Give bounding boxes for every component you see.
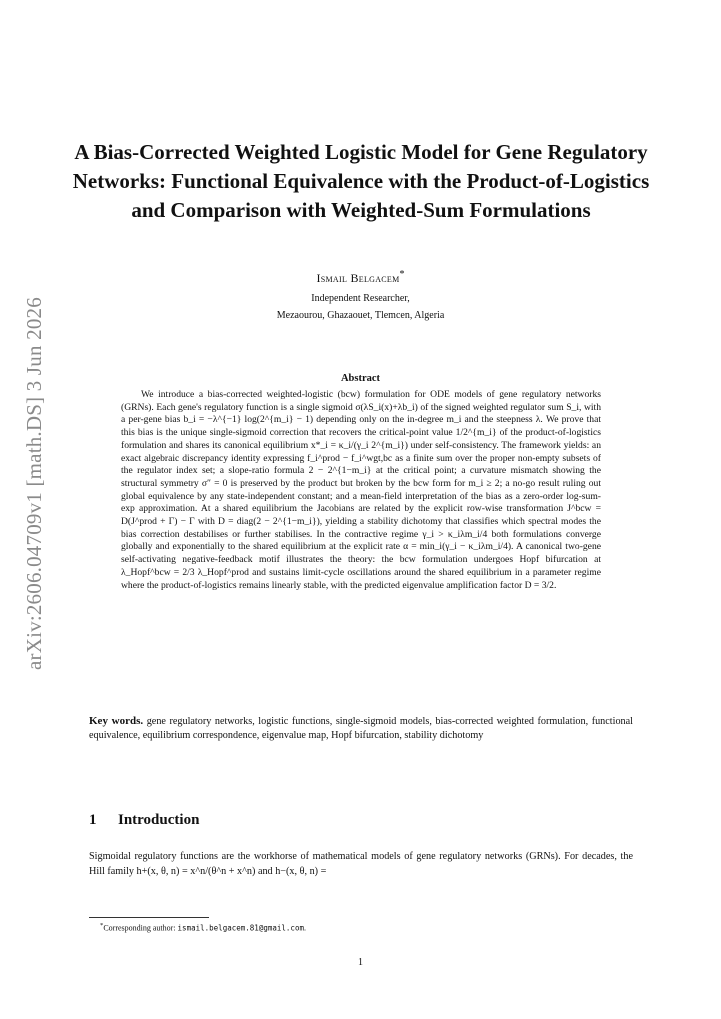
page-number: 1	[358, 957, 363, 968]
keywords-label: Key words.	[89, 715, 144, 727]
author-name	[0, 268, 721, 285]
affiliation-line-1: Independent Researcher,	[311, 293, 410, 304]
keywords-text: gene regulatory networks, logistic functions, single-sigmoid models, bias-corrected weighted formulation, functional equivalence, equilibrium correspondence, eigenvalue map, Hopf bifurcation, stability dichotomy	[89, 716, 634, 741]
affiliation-line-2: Mezaourou, Ghazaouet, Tlemcen, Algeria	[276, 310, 445, 321]
footnote-text: Corresponding author:	[103, 923, 176, 933]
footnote: *Corresponding author: ismail.belgacem.81@gmail.com.	[100, 922, 306, 933]
arxiv-identifier-stamp: arXiv:2606.04709v1 [math.DS] 3 Jun 2026	[22, 297, 46, 670]
footnote-rule	[89, 917, 209, 918]
footnote-mark: *	[100, 922, 104, 929]
author-email-link[interactable]: ismail.belgacem.81@gmail.com	[177, 923, 304, 933]
section-number: 1	[89, 812, 97, 828]
abstract-body: We introduce a bias-corrected weighted-logistic (bcw) formulation for ODE models of gene regulatory networks (GRNs). Each gene's regulatory function is a single sigmoid σ(λS_i(x)+λb_i) of the signed weighted regulator sum S_i, with a per-gene bias b_i = −λ^{−1} log(2^{m_i} − 1) depending only on the in-degree m_i and the steepness λ. We prove that this bias is the unique single-sigmoid correction that recovers the critical-point value 1/2^{m_i} of the product-of-logistics formulation and shares its canonical equilibrium x*_i = κ_i/(γ_i 2^{m_i}) under self-consistency. The framework yields: an exact algebraic discrepancy identity expressing f_i^prod − f_i^wgt,bc as a finite sum over the proper non-empty subsets of the regulator index set; a slope-ratio formula 2 − 2^{1−m_i} at the critical point; a curvature mismatch showing the structural symmetry σ″ = 0 is preserved by the product but broken by the bcw form for m_i ≥ 2; a no-go result ruling out global equivalence by any state-independent constant; and a mean-field interpretation of the bias as a zero-order log-sum-exp approximation. At a shared equilibrium the Jacobians are related by the explicit row-wise transformation J^bcw = D(J^prod + Γ) − Γ with D = diag(2 − 2^{1−m_i}), yielding a stability dichotomy that classifies which spectral modes the bias correction destabilises or further stabilises. In the contractive regime γ_i > κ_iλm_i/4 both formulations converge globally and exponentially to the shared equilibrium at the explicit rate α = min_i(γ_i − κ_iλm_i/4). A canonical two-gene self-activating negative-feedback motif illustrates the theory: the bcw formulation undergoes Hopf bifurcation at λ_Hopf^bcw = 2/3 λ_Hopf^prod and sustains limit-cycle oscillations around the shared equilibrium in a parameter regime where the product-of-logistics remains linearly stable, with the predicted eigenvalue amplification factor D = 3/2.	[121, 389, 601, 591]
section-title: Introduction	[118, 812, 200, 828]
abstract-heading: Abstract	[340, 373, 381, 384]
paper-title: A Bias-Corrected Weighted Logistic Model for Gene Regulatory Networks: Functional Equivalence with the Product-of-Logistics and Comparison with Weighted-Sum Formulations	[72, 140, 650, 222]
section-heading-introduction	[89, 812, 199, 829]
author-name-text: Ismail Belgacem	[316, 271, 400, 285]
author-footnote-mark: *	[399, 269, 405, 280]
keywords-paragraph	[89, 715, 633, 742]
introduction-paragraph: Sigmoidal regulatory functions are the workhorse of mathematical models of gene regulatory networks (GRNs). For decades, the Hill family h+(x, θ, n) = x^n/(θ^n + x^n) and h−(x, θ, n) =	[89, 851, 633, 878]
